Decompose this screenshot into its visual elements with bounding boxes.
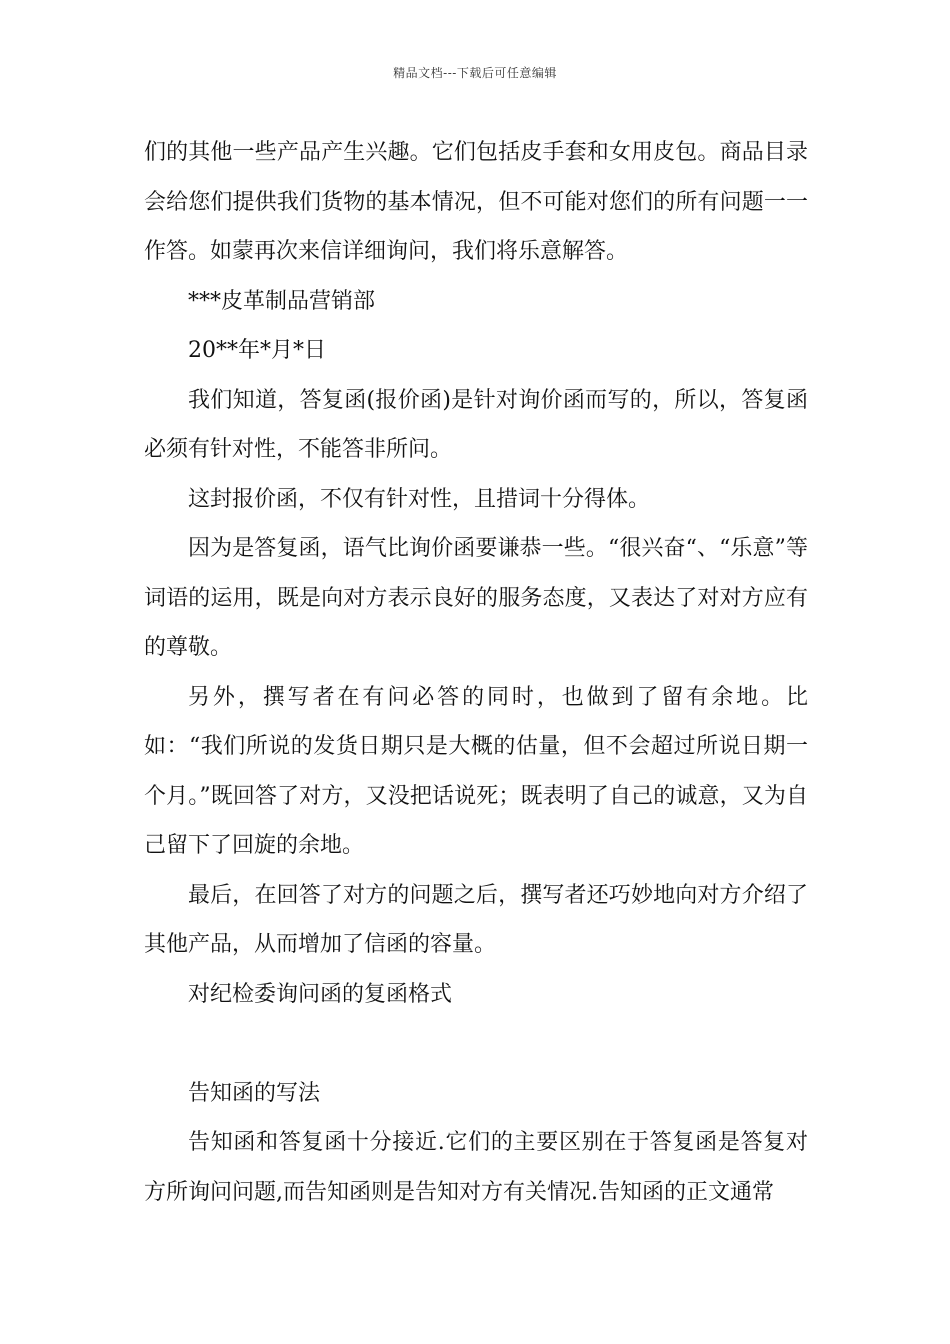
section-heading-notification: 告知函的写法 xyxy=(188,1080,321,1106)
blank-line xyxy=(144,1019,808,1069)
document-body xyxy=(144,128,808,1217)
paragraph-tone: 因为是答复函，语气比询价函要谦恭一些。“很兴奋“、“乐意”等词语的运用，既是向对方表示良好的服务态度，又表达了对对方应有的尊敬。 xyxy=(144,536,808,660)
paragraph-notification: 告知函和答复函十分接近.它们的主要区别在于答复函是答复对方所询问问题,而告知函则是告知对方有关情况.告知函的正文通常 xyxy=(144,1130,808,1205)
paragraph-continuation: 们的其他一些产品产生兴趣。它们包括皮手套和女用皮包。商品目录会给您们提供我们货物的基本情况，但不可能对您们的所有问题一一作答。如蒙再次来信详细询问，我们将乐意解答。 xyxy=(144,140,808,264)
paragraph-wording: 这封报价函，不仅有针对性，且措词十分得体。 xyxy=(188,486,651,512)
paragraph-conclusion: 最后，在回答了对方的问题之后，撰写者还巧妙地向对方介绍了其他产品，从而增加了信函的容量。 xyxy=(144,882,808,957)
paragraph-reply-letter: 我们知道，答复函(报价函)是针对询价函而写的，所以，答复函必须有针对性，不能答非所问。 xyxy=(144,387,808,462)
page-header: 精品文档---下载后可任意编辑 xyxy=(393,66,557,80)
paragraph-leeway: 另外，撰写者在有问必答的同时，也做到了留有余地。比如：“我们所说的发货日期只是大概的估量，但不会超过所说日期一个月。”既回答了对方，又没把话说死；既表明了自己的诚意，又为自己留下了回旋的余地。 xyxy=(144,684,808,858)
signature-department: ***皮革制品营销部 xyxy=(188,288,376,314)
section-heading-reply-format: 对纪检委询问函的复函格式 xyxy=(188,981,453,1007)
signature-date: 20**年*月*日 xyxy=(188,338,326,363)
